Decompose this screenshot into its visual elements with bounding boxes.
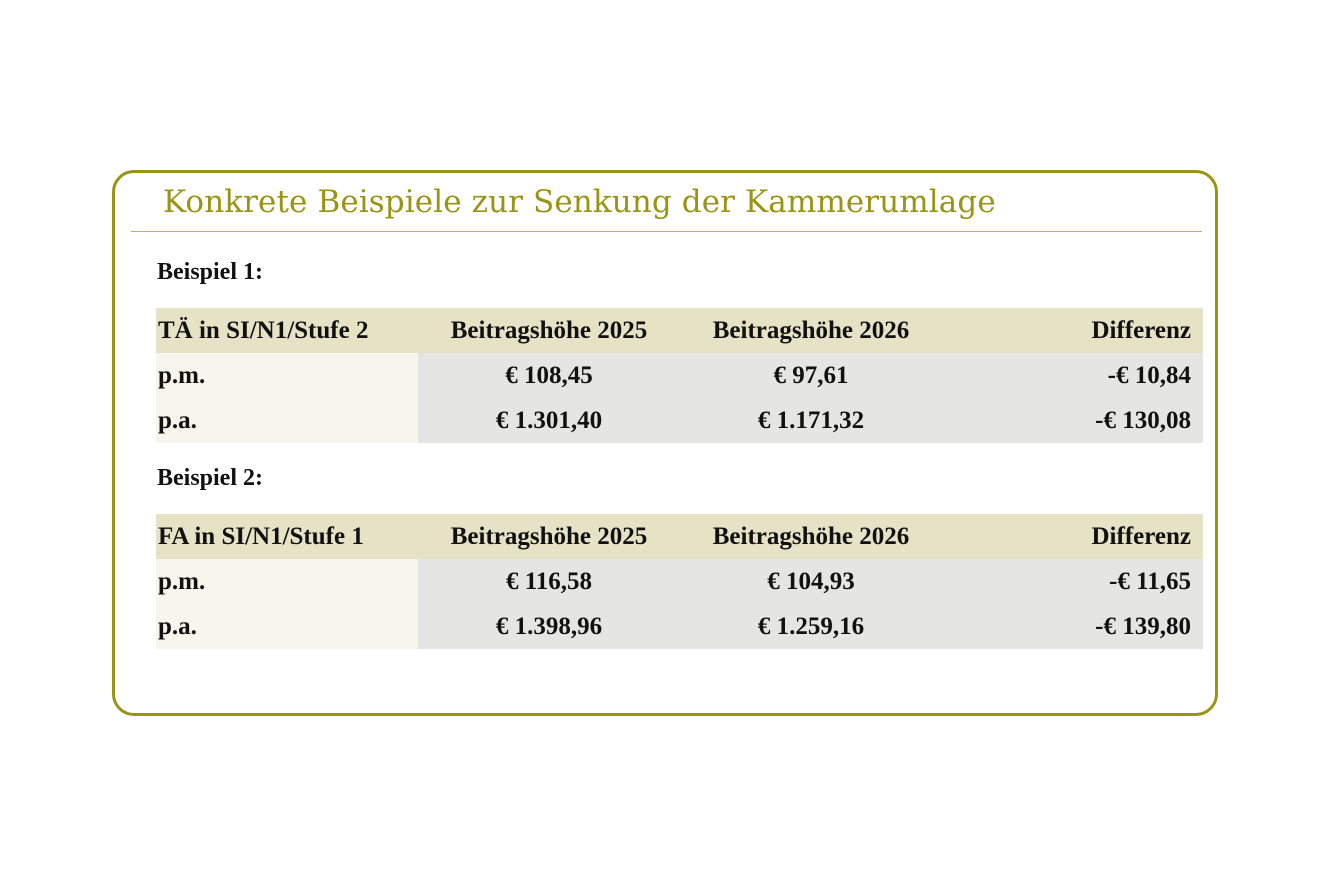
row-label: p.m. — [156, 353, 418, 398]
value-2025: € 1.301,40 — [495, 407, 603, 434]
header-cell-2025: Beitragshöhe 2025 — [450, 317, 648, 344]
header-cell-2025: Beitragshöhe 2025 — [450, 523, 648, 550]
example-2-table — [156, 514, 1203, 649]
table-row — [156, 604, 1203, 649]
value-2025: € 116,58 — [505, 568, 593, 595]
table-row — [156, 559, 1203, 604]
example-1-label: Beispiel 1: — [157, 259, 263, 285]
header-cell-group: FA in SI/N1/Stufe 1 — [158, 523, 364, 550]
header-cell-2026: Beitragshöhe 2026 — [712, 523, 910, 550]
value-2026: € 104,93 — [767, 568, 855, 595]
value-2026: € 1.171,32 — [757, 407, 865, 434]
example-2-label: Beispiel 2: — [157, 465, 263, 491]
header-cell-difference: Differenz — [1091, 523, 1191, 550]
row-label: p.a. — [156, 398, 418, 443]
value-2025: € 108,45 — [505, 362, 593, 389]
header-cell-2026: Beitragshöhe 2026 — [712, 317, 910, 344]
value-2026: € 97,61 — [773, 362, 849, 389]
table-header-row — [156, 308, 1203, 353]
table-row — [156, 398, 1203, 443]
row-label: p.a. — [156, 604, 418, 649]
header-cell-group: TÄ in SI/N1/Stufe 2 — [158, 317, 369, 344]
example-1-table — [156, 308, 1203, 443]
value-difference: -€ 139,80 — [1095, 613, 1191, 640]
value-2026: € 1.259,16 — [757, 613, 865, 640]
header-cell-difference: Differenz — [1091, 317, 1191, 344]
value-2025: € 1.398,96 — [495, 613, 603, 640]
table-header-row — [156, 514, 1203, 559]
title-divider — [131, 231, 1202, 232]
value-difference: -€ 130,08 — [1095, 407, 1191, 434]
page-title: Konkrete Beispiele zur Senkung der Kammerumlage — [163, 184, 996, 220]
value-difference: -€ 11,65 — [1109, 568, 1191, 595]
table-row — [156, 353, 1203, 398]
row-label: p.m. — [156, 559, 418, 604]
value-difference: -€ 10,84 — [1107, 362, 1191, 389]
